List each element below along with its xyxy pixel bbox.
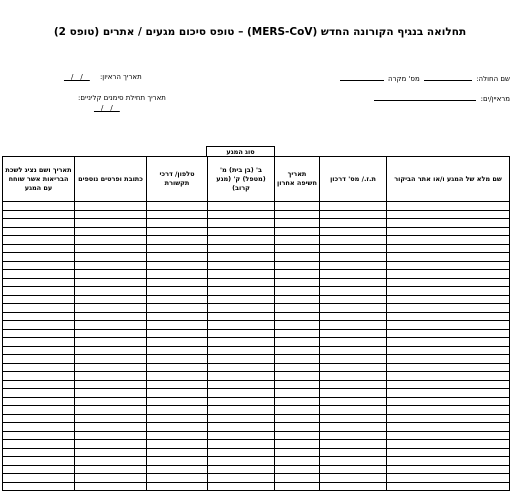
table-cell[interactable] xyxy=(387,287,510,296)
table-cell[interactable] xyxy=(387,448,510,457)
table-row xyxy=(3,278,510,287)
table-cell[interactable] xyxy=(75,270,147,279)
table-cell[interactable] xyxy=(387,227,510,236)
table-row xyxy=(3,363,510,372)
table-cell[interactable] xyxy=(3,202,75,211)
table-cell[interactable] xyxy=(147,253,208,262)
table-cell[interactable] xyxy=(320,380,387,389)
table-cell[interactable] xyxy=(208,202,275,211)
table-cell[interactable] xyxy=(320,261,387,270)
table-cell[interactable] xyxy=(208,210,275,219)
table-cell[interactable] xyxy=(75,474,147,483)
table-cell[interactable] xyxy=(387,474,510,483)
table-cell[interactable] xyxy=(208,304,275,313)
table-cell[interactable] xyxy=(208,389,275,398)
table-cell[interactable] xyxy=(275,244,320,253)
table-cell[interactable] xyxy=(3,329,75,338)
table-row xyxy=(3,304,510,313)
interview-date-field[interactable] xyxy=(64,73,142,81)
table-cell[interactable] xyxy=(387,457,510,466)
table-cell[interactable] xyxy=(387,202,510,211)
table-cell[interactable] xyxy=(147,414,208,423)
table-cell[interactable] xyxy=(208,414,275,423)
table-cell[interactable] xyxy=(320,278,387,287)
table-cell[interactable] xyxy=(3,448,75,457)
table-cell[interactable] xyxy=(147,295,208,304)
table-cell[interactable] xyxy=(387,355,510,364)
table-cell[interactable] xyxy=(147,329,208,338)
col-header-full-name: שם מלא של המגע ו/או אתר הביקור xyxy=(387,157,510,202)
table-cell[interactable] xyxy=(147,270,208,279)
table-cell[interactable] xyxy=(75,202,147,211)
table-cell[interactable] xyxy=(208,295,275,304)
table-cell[interactable] xyxy=(75,236,147,245)
table-cell[interactable] xyxy=(3,389,75,398)
table-cell[interactable] xyxy=(320,440,387,449)
table-row xyxy=(3,329,510,338)
table-row xyxy=(3,406,510,415)
table-row xyxy=(3,474,510,483)
table-cell[interactable] xyxy=(208,227,275,236)
table-row xyxy=(3,202,510,211)
table-cell[interactable] xyxy=(75,346,147,355)
table-cell[interactable] xyxy=(208,253,275,262)
table-cell[interactable] xyxy=(208,219,275,228)
table-cell[interactable] xyxy=(387,363,510,372)
table-cell[interactable] xyxy=(3,244,75,253)
table-cell[interactable] xyxy=(147,210,208,219)
table-cell[interactable] xyxy=(275,414,320,423)
table-cell[interactable] xyxy=(387,304,510,313)
table-row xyxy=(3,321,510,330)
table-cell[interactable] xyxy=(147,448,208,457)
table-cell[interactable] xyxy=(387,414,510,423)
table-cell[interactable] xyxy=(320,363,387,372)
table-cell[interactable] xyxy=(147,423,208,432)
table-cell[interactable] xyxy=(3,380,75,389)
table-cell[interactable] xyxy=(147,406,208,415)
table-cell[interactable] xyxy=(147,355,208,364)
table-cell[interactable] xyxy=(3,304,75,313)
page-title: תחלואה בנגיף הקורונה החדש (MERS-CoV) – טופס סיכום מגעים / אתרים (טופס 2) xyxy=(53,26,467,38)
table-cell[interactable] xyxy=(208,312,275,321)
table-row xyxy=(3,389,510,398)
table-cell[interactable] xyxy=(275,338,320,347)
table-row xyxy=(3,253,510,262)
table-cell[interactable] xyxy=(3,321,75,330)
table-cell[interactable] xyxy=(3,346,75,355)
table-cell[interactable] xyxy=(3,457,75,466)
col-header-representative: תאריך ושם נציג לשכת הבריאות אשר שוחח עם המגע xyxy=(3,157,75,202)
table-cell[interactable] xyxy=(387,312,510,321)
table-row xyxy=(3,423,510,432)
table-row xyxy=(3,210,510,219)
table-cell[interactable] xyxy=(275,372,320,381)
table-row xyxy=(3,312,510,321)
table-row xyxy=(3,295,510,304)
table-cell[interactable] xyxy=(320,423,387,432)
table-cell[interactable] xyxy=(147,312,208,321)
table-cell[interactable] xyxy=(275,397,320,406)
table-cell[interactable] xyxy=(3,312,75,321)
col-header-contact-type: ב' (בן בית) מ' (מטפל) ק' (מגע קרוב) xyxy=(208,157,275,202)
table-cell[interactable] xyxy=(208,380,275,389)
table-cell[interactable] xyxy=(320,236,387,245)
table-cell[interactable] xyxy=(3,287,75,296)
table-cell[interactable] xyxy=(320,389,387,398)
table-cell[interactable] xyxy=(3,431,75,440)
table-cell[interactable] xyxy=(320,346,387,355)
table-row xyxy=(3,414,510,423)
table-cell[interactable] xyxy=(208,482,275,491)
table-cell[interactable] xyxy=(275,329,320,338)
table-cell[interactable] xyxy=(275,363,320,372)
table-cell[interactable] xyxy=(208,457,275,466)
table-cell[interactable] xyxy=(275,236,320,245)
table-cell[interactable] xyxy=(320,287,387,296)
table-row xyxy=(3,482,510,491)
table-cell[interactable] xyxy=(3,414,75,423)
table-cell[interactable] xyxy=(75,261,147,270)
table-cell[interactable] xyxy=(147,363,208,372)
table-cell[interactable] xyxy=(208,278,275,287)
table-cell[interactable] xyxy=(208,244,275,253)
table-cell[interactable] xyxy=(275,270,320,279)
table-cell[interactable] xyxy=(387,278,510,287)
table-cell[interactable] xyxy=(387,423,510,432)
table-cell[interactable] xyxy=(3,465,75,474)
interviewer-field[interactable] xyxy=(372,93,510,103)
table-cell[interactable] xyxy=(3,253,75,262)
table-cell[interactable] xyxy=(147,346,208,355)
table-row xyxy=(3,338,510,347)
interviewer-line xyxy=(374,93,476,101)
table-cell[interactable] xyxy=(75,440,147,449)
table-cell[interactable] xyxy=(3,227,75,236)
table-cell[interactable] xyxy=(147,474,208,483)
table-cell[interactable] xyxy=(208,372,275,381)
table-cell[interactable] xyxy=(275,210,320,219)
table-cell[interactable] xyxy=(147,372,208,381)
table-cell[interactable] xyxy=(75,406,147,415)
table-cell[interactable] xyxy=(75,457,147,466)
table-cell[interactable] xyxy=(3,210,75,219)
table-cell[interactable] xyxy=(320,253,387,262)
table-cell[interactable] xyxy=(320,295,387,304)
table-cell[interactable] xyxy=(275,440,320,449)
table-cell[interactable] xyxy=(320,482,387,491)
table-cell[interactable] xyxy=(320,210,387,219)
table-cell[interactable] xyxy=(320,270,387,279)
table-cell[interactable] xyxy=(208,346,275,355)
table-cell[interactable] xyxy=(387,253,510,262)
table-row xyxy=(3,372,510,381)
table-cell[interactable] xyxy=(387,380,510,389)
table-cell[interactable] xyxy=(387,346,510,355)
table-cell[interactable] xyxy=(208,397,275,406)
table-row xyxy=(3,440,510,449)
table-cell[interactable] xyxy=(275,304,320,313)
col-header-id-number: ת.ז./ מס' דרכון xyxy=(320,157,387,202)
table-cell[interactable] xyxy=(147,380,208,389)
table-cell[interactable] xyxy=(3,278,75,287)
table-cell[interactable] xyxy=(387,244,510,253)
table-cell[interactable] xyxy=(208,355,275,364)
table-cell[interactable] xyxy=(147,338,208,347)
table-cell[interactable] xyxy=(208,431,275,440)
table-cell[interactable] xyxy=(75,321,147,330)
table-cell[interactable] xyxy=(387,295,510,304)
table-cell[interactable] xyxy=(208,321,275,330)
table-cell[interactable] xyxy=(3,440,75,449)
table-cell[interactable] xyxy=(275,312,320,321)
patient-name-line xyxy=(424,73,472,81)
col-header-phone: טלפון/ דרכי תקשורת xyxy=(147,157,208,202)
table-cell[interactable] xyxy=(3,482,75,491)
table-cell[interactable] xyxy=(3,363,75,372)
table-cell[interactable] xyxy=(275,321,320,330)
table-cell[interactable] xyxy=(387,482,510,491)
table-cell[interactable] xyxy=(275,219,320,228)
table-row xyxy=(3,236,510,245)
table-cell[interactable] xyxy=(320,227,387,236)
contact-type-group-header: סוג המגע xyxy=(206,146,275,157)
table-cell[interactable] xyxy=(147,236,208,245)
table-cell[interactable] xyxy=(275,355,320,364)
table-cell[interactable] xyxy=(320,338,387,347)
table-cell[interactable] xyxy=(387,236,510,245)
table-cell[interactable] xyxy=(75,312,147,321)
table-cell[interactable] xyxy=(320,474,387,483)
table-cell[interactable] xyxy=(75,295,147,304)
table-cell[interactable] xyxy=(275,406,320,415)
table-cell[interactable] xyxy=(75,219,147,228)
table-cell[interactable] xyxy=(208,474,275,483)
table-cell[interactable] xyxy=(387,465,510,474)
table-cell[interactable] xyxy=(275,287,320,296)
table-cell[interactable] xyxy=(275,465,320,474)
table-cell[interactable] xyxy=(3,423,75,432)
table-cell[interactable] xyxy=(147,397,208,406)
table-cell[interactable] xyxy=(147,278,208,287)
table-cell[interactable] xyxy=(75,380,147,389)
patient-name-label: שם החולה: xyxy=(476,75,510,83)
table-row xyxy=(3,448,510,457)
table-cell[interactable] xyxy=(75,227,147,236)
table-cell[interactable] xyxy=(320,329,387,338)
table-cell[interactable] xyxy=(387,210,510,219)
table-cell[interactable] xyxy=(275,253,320,262)
table-cell[interactable] xyxy=(3,261,75,270)
table-cell[interactable] xyxy=(387,321,510,330)
table-cell[interactable] xyxy=(320,355,387,364)
table-cell[interactable] xyxy=(75,448,147,457)
table-cell[interactable] xyxy=(147,261,208,270)
table-cell[interactable] xyxy=(275,457,320,466)
table-cell[interactable] xyxy=(75,278,147,287)
table-row xyxy=(3,261,510,270)
table-row xyxy=(3,355,510,364)
table-cell[interactable] xyxy=(387,270,510,279)
table-cell[interactable] xyxy=(320,304,387,313)
patient-name-field[interactable] xyxy=(338,73,510,83)
table-cell[interactable] xyxy=(147,244,208,253)
table-cell[interactable] xyxy=(3,372,75,381)
table-cell[interactable] xyxy=(147,482,208,491)
interviewer-label: מראיין/ים: xyxy=(480,95,510,103)
table-cell[interactable] xyxy=(387,389,510,398)
table-cell[interactable] xyxy=(147,287,208,296)
table-cell[interactable] xyxy=(275,202,320,211)
table-cell[interactable] xyxy=(75,363,147,372)
table-row xyxy=(3,465,510,474)
table-cell[interactable] xyxy=(320,457,387,466)
table-cell[interactable] xyxy=(75,431,147,440)
table-cell[interactable] xyxy=(320,244,387,253)
table-cell[interactable] xyxy=(147,202,208,211)
table-cell[interactable] xyxy=(275,431,320,440)
table-cell[interactable] xyxy=(3,236,75,245)
interview-date-label: תאריך הראיון: xyxy=(99,73,142,81)
table-cell[interactable] xyxy=(387,431,510,440)
table-cell[interactable] xyxy=(320,448,387,457)
table-cell[interactable] xyxy=(275,261,320,270)
table-cell[interactable] xyxy=(320,312,387,321)
table-cell[interactable] xyxy=(275,448,320,457)
table-cell[interactable] xyxy=(208,440,275,449)
table-cell[interactable] xyxy=(75,329,147,338)
table-row xyxy=(3,346,510,355)
table-cell[interactable] xyxy=(275,482,320,491)
table-cell[interactable] xyxy=(75,482,147,491)
table-cell[interactable] xyxy=(75,244,147,253)
table-cell[interactable] xyxy=(275,278,320,287)
table-row xyxy=(3,227,510,236)
table-cell[interactable] xyxy=(387,440,510,449)
table-cell[interactable] xyxy=(208,423,275,432)
table-cell[interactable] xyxy=(387,397,510,406)
table-row xyxy=(3,457,510,466)
table-cell[interactable] xyxy=(320,397,387,406)
table-cell[interactable] xyxy=(208,270,275,279)
table-cell[interactable] xyxy=(320,406,387,415)
case-number-label: מס' מקרה xyxy=(388,75,420,83)
table-cell[interactable] xyxy=(3,295,75,304)
table-cell[interactable] xyxy=(75,355,147,364)
table-cell[interactable] xyxy=(147,431,208,440)
table-cell[interactable] xyxy=(208,448,275,457)
table-cell[interactable] xyxy=(75,465,147,474)
table-cell[interactable] xyxy=(387,329,510,338)
table-cell[interactable] xyxy=(275,346,320,355)
table-cell[interactable] xyxy=(208,363,275,372)
table-cell[interactable] xyxy=(320,372,387,381)
table-row xyxy=(3,287,510,296)
table-cell[interactable] xyxy=(3,406,75,415)
table-cell[interactable] xyxy=(75,414,147,423)
table-cell[interactable] xyxy=(320,431,387,440)
symptom-onset-blank[interactable]: __/__/__ xyxy=(94,104,120,112)
table-cell[interactable] xyxy=(320,321,387,330)
symptom-onset-label: תאריך תחילת סימנים קליניים: xyxy=(78,94,166,102)
table-cell[interactable] xyxy=(147,227,208,236)
table-cell[interactable] xyxy=(275,227,320,236)
table-row xyxy=(3,219,510,228)
table-cell[interactable] xyxy=(147,219,208,228)
table-row xyxy=(3,270,510,279)
table-cell[interactable] xyxy=(208,465,275,474)
table-cell[interactable] xyxy=(208,236,275,245)
table-cell[interactable] xyxy=(208,261,275,270)
table-row xyxy=(3,397,510,406)
table-cell[interactable] xyxy=(275,380,320,389)
table-cell[interactable] xyxy=(75,210,147,219)
table-cell[interactable] xyxy=(147,465,208,474)
table-cell[interactable] xyxy=(208,287,275,296)
table-cell[interactable] xyxy=(320,414,387,423)
case-number-line xyxy=(340,73,384,81)
table-cell[interactable] xyxy=(3,355,75,364)
table-cell[interactable] xyxy=(387,406,510,415)
table-cell[interactable] xyxy=(387,219,510,228)
interview-date-blank: __/__/__ xyxy=(64,73,90,81)
table-cell[interactable] xyxy=(275,295,320,304)
col-header-last-exposure: תאריך חשיפה אחרון xyxy=(275,157,320,202)
table-cell[interactable] xyxy=(75,389,147,398)
table-cell[interactable] xyxy=(75,338,147,347)
table-cell[interactable] xyxy=(75,253,147,262)
table-row xyxy=(3,244,510,253)
table-cell[interactable] xyxy=(320,465,387,474)
table-cell[interactable] xyxy=(3,397,75,406)
table-cell[interactable] xyxy=(3,474,75,483)
table-cell[interactable] xyxy=(75,423,147,432)
table-cell[interactable] xyxy=(3,338,75,347)
table-cell[interactable] xyxy=(75,287,147,296)
table-cell[interactable] xyxy=(3,270,75,279)
table-cell[interactable] xyxy=(208,329,275,338)
table-row xyxy=(3,380,510,389)
col-header-address: כתובת ופרטים נוספים xyxy=(75,157,147,202)
table-cell[interactable] xyxy=(320,219,387,228)
table-cell[interactable] xyxy=(75,372,147,381)
table-cell[interactable] xyxy=(147,440,208,449)
table-cell[interactable] xyxy=(208,406,275,415)
table-cell[interactable] xyxy=(320,202,387,211)
table-cell[interactable] xyxy=(147,321,208,330)
table-cell[interactable] xyxy=(3,219,75,228)
contacts-table xyxy=(2,156,510,491)
table-cell[interactable] xyxy=(75,304,147,313)
table-cell[interactable] xyxy=(147,389,208,398)
table-cell[interactable] xyxy=(387,261,510,270)
table-cell[interactable] xyxy=(387,338,510,347)
table-cell[interactable] xyxy=(275,423,320,432)
table-row xyxy=(3,431,510,440)
table-cell[interactable] xyxy=(387,372,510,381)
table-cell[interactable] xyxy=(275,474,320,483)
table-cell[interactable] xyxy=(147,457,208,466)
table-header-row xyxy=(3,157,510,202)
table-cell[interactable] xyxy=(275,389,320,398)
table-cell[interactable] xyxy=(208,338,275,347)
table-cell[interactable] xyxy=(75,397,147,406)
table-cell[interactable] xyxy=(147,304,208,313)
